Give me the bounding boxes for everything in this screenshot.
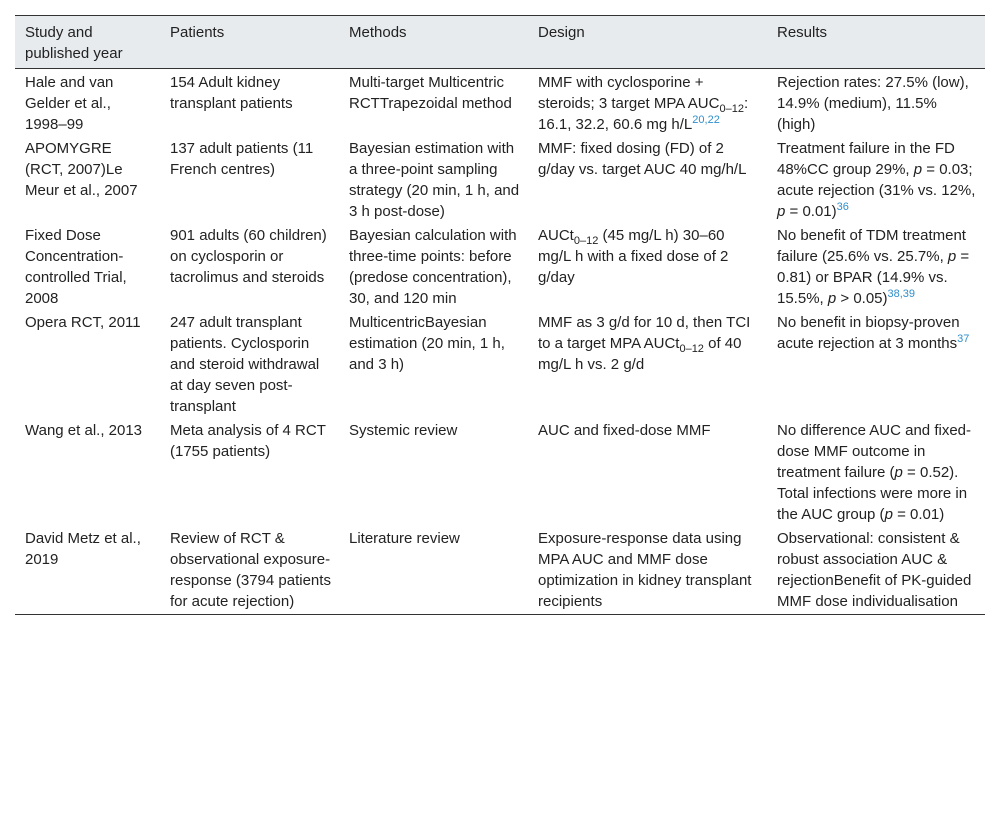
cell-methods: MulticentricBayesian estimation (20 min, 1 h, and 3 h) — [349, 314, 505, 373]
header-patients: Patients — [160, 16, 339, 69]
cell-design: MMF with cyclosporine + steroids; 3 target MPA $AUC_{0-12}$: 16.1, 32.2, 60.6 mg h/L$^{20,22}$ — [538, 74, 749, 133]
cell-study: David Metz et al., 2019 — [15, 525, 160, 615]
cell-results: Rejection rates: 27.5% (low), 14.9% (medium), 11.5% (high) — [777, 74, 969, 133]
header-design: Design — [528, 16, 767, 69]
table-row — [15, 309, 985, 417]
study-table — [15, 15, 985, 615]
table-row — [15, 417, 985, 525]
cell-methods: Bayesian estimation with a three-point sampling strategy (20 min, 1 h, and 3 h post-dose) — [349, 140, 520, 220]
reference-link[interactable]: 38,39 — [887, 288, 916, 300]
cell-design: AUCt$_{0-12}$ (45 mg/L h) 30–60 mg/L h with a fixed dose of 2 g/day — [538, 227, 729, 286]
cell-results: Observational: consistent & robust association AUC & rejectionBenefit of PK-guided MMF dose individualisation — [767, 525, 985, 615]
cell-study: Opera RCT, 2011 — [25, 314, 141, 331]
cell-methods: Multi-target Multicentric RCTTrapezoidal method — [349, 74, 512, 112]
reference-link[interactable]: 36 — [836, 201, 849, 213]
table-row — [15, 135, 985, 222]
cell-patients: Review of RCT & observational exposure-response (3794 patients for acute rejection) — [160, 525, 339, 615]
table-header-row — [15, 16, 985, 69]
table-row — [15, 525, 985, 615]
reference-link[interactable]: 37 — [957, 333, 970, 345]
cell-patients: 901 adults (60 children) on cyclosporin or tacrolimus and steroids — [170, 227, 327, 286]
cell-patients: 247 adult transplant patients. Cyclosporin and steroid withdrawal at day seven post-transplant — [170, 314, 320, 415]
subscript: 0–12 — [719, 103, 744, 115]
header-study: Study and published year — [15, 16, 160, 69]
cell-results: No benefit in biopsy-proven acute rejection at 3 months$^{37}$ — [777, 314, 970, 352]
cell-design: MMF: fixed dosing (FD) of 2 g/day vs. target AUC 40 mg/h/L — [538, 140, 747, 178]
table-row — [15, 69, 985, 136]
subscript: 0–12 — [679, 343, 704, 355]
cell-patients: 137 adult patients (11 French centres) — [170, 140, 314, 178]
cell-results: No benefit of TDM treatment failure (25.6% vs. 25.7%, p = 0.81) or BPAR (14.9% vs. 15.5%, p > 0.05)$^{38,39}$ — [777, 227, 970, 307]
cell-patients: 154 Adult kidney transplant patients — [170, 74, 293, 112]
cell-results: No difference AUC and fixed-dose MMF outcome in treatment failure (p = 0.52). Total infections were more in the AUC group (p = 0.01) — [777, 422, 971, 523]
cell-methods: Systemic review — [349, 422, 458, 439]
cell-results: Treatment failure in the FD 48%CC group 29%, p = 0.03; acute rejection (31% vs. 12%, p = 0.01)$^{36}$ — [777, 140, 976, 220]
table-row — [15, 222, 985, 309]
cell-design: AUC and fixed-dose MMF — [538, 422, 711, 439]
cell-patients: Meta analysis of 4 RCT (1755 patients) — [170, 422, 326, 460]
header-results: Results — [767, 16, 985, 69]
cell-study: Wang et al., 2013 — [25, 422, 143, 439]
cell-study: Hale and van Gelder et al., 1998–99 — [25, 74, 114, 133]
subscript: 0–12 — [573, 235, 599, 247]
cell-methods: Bayesian calculation with three-time points: before (predose concentration), 30, and 120 min — [349, 227, 517, 307]
cell-design: Exposure-response data using MPA AUC and MMF dose optimization in kidney transplant recipients — [528, 525, 767, 615]
reference-link[interactable]: 20,22 — [692, 114, 720, 126]
header-methods: Methods — [339, 16, 528, 69]
cell-methods: Literature review — [339, 525, 528, 615]
cell-study: APOMYGRE (RCT, 2007)Le Meur et al., 2007 — [25, 140, 138, 199]
cell-design: MMF as 3 g/d for 10 d, then TCI to a target MPA AUCt$_{0-12}$ of 40 mg/L h vs. 2 g/d — [538, 314, 751, 373]
cell-study: Fixed Dose Concentration-controlled Trial, 2008 — [25, 227, 127, 307]
